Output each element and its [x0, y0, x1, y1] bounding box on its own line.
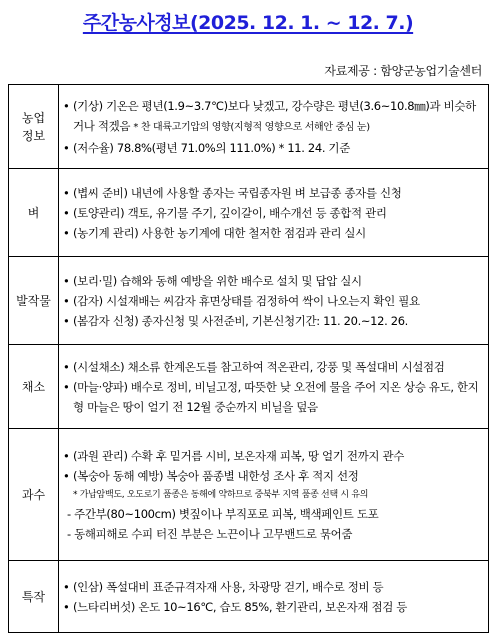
fruit-note: * 가납암백도, 오도로기 품종은 동해에 약하므로 중북부 지역 품종 선택 시 유의	[73, 489, 369, 500]
content-info	[59, 85, 489, 169]
row-info	[9, 85, 489, 169]
list-item: • (보리·밀) 습해와 동해 예방을 위한 배수로 설치 및 답압 실시	[63, 271, 482, 291]
label-vegetable: 채소	[9, 345, 59, 429]
list-item: • (마늘·양파) 배수로 정비, 비닐고정, 따뜻한 낮 오전에 물을 주어 지온 상승 유도, 한지형 마늘은 땅이 얼기 전 12월 중순까지 비닐을 덮음	[63, 377, 482, 417]
content-special	[59, 561, 489, 633]
label-field: 발작물	[9, 257, 59, 345]
page-title: 주간농사정보(2025. 12. 1. ~ 12. 7.)	[82, 12, 414, 34]
list-item: • (볍씨 준비) 내년에 사용할 종자는 국립종자원 벼 보급종 종자를 신청	[63, 183, 482, 203]
list-item: • (봄감자 신청) 종자신청 및 사전준비, 기본신청기간: 11. 20.~12. 26.	[63, 311, 482, 331]
list-item: • (인삼) 폭설대비 표준규격자재 사용, 차광망 걷기, 배수로 정비 등	[63, 577, 482, 597]
label-info-line1: 농업	[21, 110, 46, 125]
info-table	[8, 84, 489, 633]
content-rice	[59, 169, 489, 257]
content-vegetable	[59, 345, 489, 429]
info-weather-text: (기상) 기온은 평년(1.9~3.7℃)보다 낮겠고, 강수량은 평년(3.6~10.8㎜)과 비슷하거나 적겠음	[73, 98, 476, 133]
label-info	[9, 85, 59, 169]
label-info-line2: 정보	[21, 128, 46, 143]
label-rice: 벼	[9, 169, 59, 257]
list-item: • (과원 관리) 수확 후 밑거름 시비, 보온자재 피복, 땅 얼기 전까지 관수	[63, 446, 482, 466]
info-weather-note: * 찬 대륙고기압의 영향(지형적 영향으로 서해안 중심 눈)	[133, 121, 370, 133]
label-fruit: 과수	[9, 429, 59, 561]
row-field	[9, 257, 489, 345]
row-vegetable	[9, 345, 489, 429]
list-item: • (농기계 관리) 사용한 농기계에 대한 철저한 점검과 관리 실시	[63, 223, 482, 243]
row-special	[9, 561, 489, 633]
list-item: • (복숭아 동해 예방) 복숭아 품종별 내한성 조사 후 적지 선정	[63, 466, 482, 486]
fruit-sub-item: - 동해피해로 수피 터진 부분은 노끈이나 고무밴드로 묶어줌	[67, 526, 353, 541]
list-item: • (시설채소) 채소류 한계온도를 참고하여 적온관리, 강풍 및 폭설대비 시설점검	[63, 357, 482, 377]
row-fruit	[9, 429, 489, 561]
content-field	[59, 257, 489, 345]
row-rice	[9, 169, 489, 257]
list-item: • (토양관리) 객토, 유기물 주기, 깊이갈이, 배수개선 등 종합적 관리	[63, 203, 482, 223]
list-item	[63, 96, 482, 138]
source-credit: 자료제공 : 함양군농업기술센터	[324, 64, 482, 78]
label-special: 특작	[9, 561, 59, 633]
list-item: • (느타리버섯) 온도 10~16℃, 습도 85%, 환기관리, 보온자재 점검 등	[63, 597, 482, 617]
list-item: • (감자) 시설재배는 씨감자 휴면상태를 검정하여 싹이 나오는지 확인 필요	[63, 291, 482, 311]
list-item: • (저수율) 78.8%(평년 71.0%의 111.0%) * 11. 24. 기준	[63, 138, 482, 158]
fruit-sub-item: - 주간부(80~100cm) 볏짚이나 부직포로 피복, 백색페인트 도포	[67, 506, 379, 521]
content-fruit	[59, 429, 489, 561]
